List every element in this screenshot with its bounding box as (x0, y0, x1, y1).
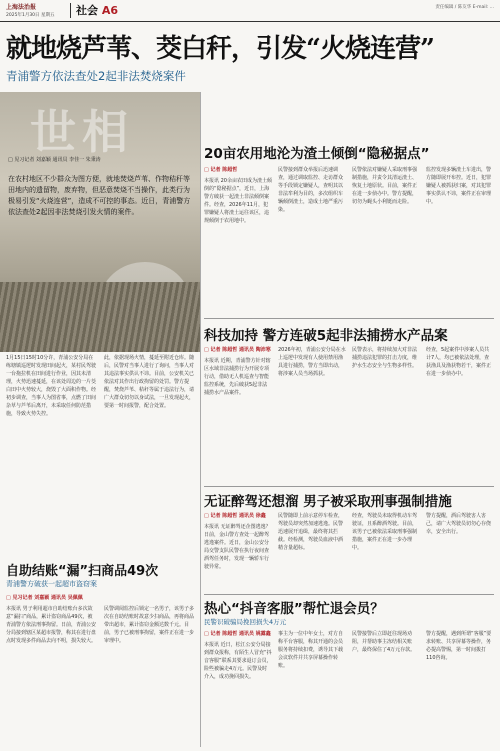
article-col-3: 民警表示，将持续加大对非法捕捞违法犯罪的打击力度，维护水生态安全与生物多样性。 (352, 347, 418, 369)
column-divider (200, 92, 201, 747)
article-byline: □ 见习记者 刘嘉颖 通讯员 吴佩佩 (6, 595, 83, 601)
lead-photo-box (0, 92, 200, 352)
header-divider (70, 3, 71, 18)
article-col-3: 民警依法对嫌疑人采取刑事强制措施，并责令其清运渣土、恢复土地原状。目前，案件正在进一步侦办中。警方提醒，切勿为蝇头小利铤而走险。 (352, 167, 418, 205)
article-title: 20亩农用地沦为渣土倾倒“隐秘据点” (204, 146, 430, 162)
lead-summary: 在农村地区不少群众为图方便，就地焚烧芦苇、作物秸秆等田地内的遗留物，废弃物，但恶意焚烧不当操作，此类行为极易引发“火烧连营”，造成不可控的事态。近日，青浦警方依法查处2起因非法焚烧引发火情的案件。 (8, 175, 191, 216)
article-col-2: 民警接到群众举报后迅速调查，通过调取监控、走访群众等手段锁定嫌疑人，查明其以非法牟利为目的，多次组织车辆倾倒渣土，造成土地严重污染。 (278, 167, 344, 213)
lead-body-col-1: 1月15日15时10分许，青浦公安分局在练塘镇巡逻时发现田间起火，某村民驾驶一台拖拉机在田间进行作业，因其未清理，火势迅速蔓延，在该处周边的一片茭白田中火势较大，烧毁了大面积作物。经初步调查，当事人为图省事，点燃了田间杂草与芦苇后离开，未采取任何防范措施，导致火势失控。 (6, 355, 97, 417)
article-title: 科技加持 警方连破5起非法捕捞水产品案 (204, 328, 448, 344)
article-body (204, 166, 494, 256)
section-number: A6 (101, 4, 119, 17)
article-col-2: 2026年初，青浦公安分局在水上巡逻中发现有人使用禁用渔具进行捕捞，警方当即出动，将涉案人员当场抓获。 (278, 347, 346, 377)
article-divider (204, 486, 494, 487)
article-col-2: 民警调阅监控后锁定一名男子，该男子多次在自助结账时故意少扫商品，再将商品带出超市，累计盗窃金额达数千元。目前，男子已被刑事拘留，案件正在进一步审理中。 (104, 606, 195, 644)
article-subtitle: 青浦警方破获一起超市盗窃案 (6, 580, 97, 588)
article-col-2: 民警随即上前示意停车检查，驾驶员却突然加速逃逸。民警迅速展开追缉，最终将其拦截。经检测，驾驶员血液中酒精含量超标。 (278, 513, 344, 551)
column-watermark: 世相 (30, 105, 134, 159)
lead-body-col-2: 此，依据现场火情，蔓延至附近仓库。随后，民警对当事人进行了询问，当事人对其违法事实供认不讳。目前，公安机关已依法对其作出行政拘留的处罚。警方提醒，焚烧芦苇、秸秆等属于违法行为，请广大群众切勿以身试法，一旦发现起火，要第一时间报警，配合处置。 (104, 355, 195, 409)
article-col-1: □ 记者 陈超哲 本报讯 20余亩农田成为渣土倾倒的“隐秘据点”，近日，上海警方破获一起渣土非法倾倒案件。经查，2026年11月，犯罪嫌疑人将渣土运往该区，违规倾倒于农用地中。 (204, 167, 272, 224)
article-col-1: □ 记者 陈超哲 通讯员 徐鑫 本报讯 无证醉驾还企图逃逸？日前，金山警方查处一起醉驾逃逸案件。近日，金山公安分局交警支队民警在执行夜间查酒驾任务时，发现一辆轿车行驶异常。 (204, 513, 271, 570)
article-byline: □ 记者 陈超哲 通讯员 徐鑫 (204, 513, 266, 519)
article-col-1: □ 记者 陈超哲 通讯员 陶沛寒 本报讯 近期，青浦警方针对辖区水域非法捕捞行为开展专项行动，借助无人机巡查与智能监控系统，先后破获5起非法捕捞水产品案件。 (204, 347, 271, 396)
article-title: 热心“抖音客服”帮忙退会员？ (204, 601, 384, 617)
field-image (0, 282, 200, 352)
page-title: 就地烧芦苇、茭白秆，引发“火烧连营” (6, 34, 434, 64)
article-col-3: 民警接警后立即赶往现场劝阻，并帮助事主冻结相关账户，最终保住了4万元存款。 (352, 631, 416, 653)
article-divider (204, 594, 494, 595)
article-body (204, 630, 494, 745)
article-col-3: 经查，驾驶员未取得机动车驾驶证，且系醉酒驾驶。目前，该男子已被依法采取刑事强制措施，案件正在进一步办理中。 (352, 513, 418, 551)
article-col-1: □ 记者 陈超哲 通讯员 姚露鑫 本报讯 近日，松江公安分局接到群众报称，有陌生人冒充“抖音客服”联系其要求退订会员，险些被骗走4万元。民警及时介入，成功挽回损失。 (204, 631, 272, 680)
article-col-2: 事主为一位中年女士，对方自称平台客服，称其开通的会员服务将持续扣费，诱导其下载会议软件并共享屏幕操作转账。 (278, 631, 344, 669)
article-byline: □ 记者 陈超哲 通讯员 陶沛寒 (204, 347, 271, 353)
article-col-1: 本报讯 男子利用超市自助结账台多次故意“漏扫”商品，累计盗窃商品49次，被青浦警方依法刑事拘留。日前，青浦公安分局接到辖区某超市报警，称其在进行盘点时发现多件商品去向不明，损失较大。 (6, 606, 97, 644)
article-body (6, 594, 196, 644)
article-title: 无证醉驾还想溜 男子被采取刑事强制措施 (204, 494, 452, 510)
article-col-4: 监控发现多辆渣土车进出，警方随即展开布控。近日，犯罪嫌疑人被抓获归案，对其犯罪事实供认不讳，案件正在审理中。 (426, 167, 492, 205)
article-byline: □ 记者 陈超哲 (204, 167, 238, 173)
lead-byline: □ 见习记者 刘嘉颖 通讯员 李佳一 朱秉涛 (8, 157, 101, 163)
article-col-4: 警方提醒，遇到所谓“客服”要求转账、共享屏幕等操作，务必提高警惕，第一时间拨打110咨询。 (426, 631, 492, 661)
article-title: 自助结账“漏”扫商品49次 (6, 564, 159, 579)
article-col-4: 警方提醒，酒后驾驶害人害己，请广大驾驶员切勿心存侥幸，安全出行。 (426, 513, 492, 535)
article-body (204, 346, 494, 416)
article-divider (204, 318, 494, 319)
article-body (204, 512, 494, 582)
page-header (0, 0, 500, 22)
section-label: 社会 A6 (76, 4, 119, 17)
page-subtitle: 青浦警方依法查处2起非法焚烧案件 (6, 69, 186, 83)
issue-date: 2025年1月30日 星期五 (6, 13, 55, 18)
newspaper-brand: 上海法治报 (6, 4, 37, 11)
editor-credit: 责任编辑 / 陈友华 E-mail: ... (435, 5, 494, 10)
article-col-4: 经查，5起案件中涉案人员共计7人，均已被依法处理，查获渔具及渔获物若干，案件正在进一步侦办中。 (426, 347, 492, 377)
article-subtitle: 民警识破骗局挽回损失4万元 (204, 618, 287, 626)
article-byline: □ 记者 陈超哲 通讯员 姚露鑫 (204, 631, 271, 637)
